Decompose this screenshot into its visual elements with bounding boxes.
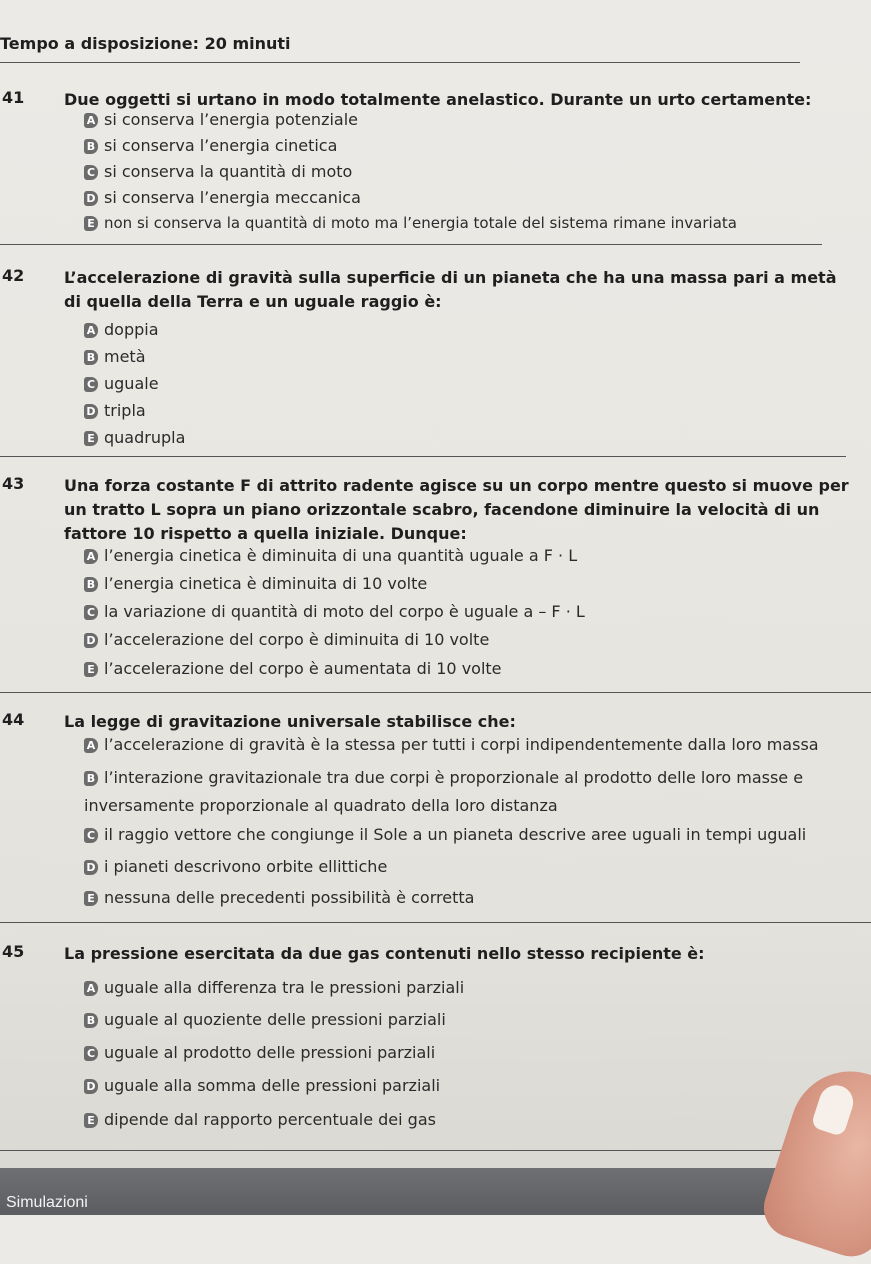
- option-letter-badge: C: [84, 1046, 98, 1061]
- option-letter-badge: A: [84, 738, 98, 753]
- option-letter-badge: E: [84, 1113, 98, 1128]
- option-45-d[interactable]: [84, 1076, 440, 1095]
- option-text: l’accelerazione di gravità è la stessa per tutti i corpi indipendentemente dalla loro massa: [104, 735, 819, 754]
- time-limit-header: Tempo a disposizione: 20 minuti: [0, 34, 291, 53]
- option-text: uguale: [104, 374, 159, 393]
- option-text: il raggio vettore che congiunge il Sole a un pianeta descrive aree uguali in tempi uguali: [104, 825, 807, 844]
- footer-label: Simulazioni: [6, 1194, 88, 1211]
- option-42-e[interactable]: [84, 428, 185, 447]
- option-letter-badge: B: [84, 1013, 98, 1028]
- option-text: doppia: [104, 320, 159, 339]
- footer-bar: [0, 1168, 871, 1215]
- option-45-e[interactable]: [84, 1110, 436, 1129]
- option-letter-badge: D: [84, 633, 98, 648]
- option-letter-badge: A: [84, 549, 98, 564]
- option-text: i pianeti descrivono orbite ellittiche: [104, 857, 388, 876]
- question-number: 44: [2, 710, 25, 729]
- option-43-a[interactable]: [84, 546, 577, 565]
- option-letter-badge: C: [84, 165, 98, 180]
- option-text: si conserva la quantità di moto: [104, 162, 353, 181]
- option-letter-badge: C: [84, 828, 98, 843]
- option-45-a[interactable]: [84, 978, 464, 997]
- option-45-c[interactable]: [84, 1043, 435, 1062]
- option-letter-badge: B: [84, 350, 98, 365]
- option-text: si conserva l’energia potenziale: [104, 110, 358, 129]
- option-text: quadrupla: [104, 428, 186, 447]
- option-text: l’accelerazione del corpo è diminuita di 10 volte: [104, 630, 490, 649]
- option-letter-badge: E: [84, 216, 98, 231]
- question-text: Una forza costante F di attrito radente agisce su un corpo mentre questo si muove per un tratto L sopra un piano orizzontale scabro, facendone diminuire la velocità di un fattore 10 rispetto a quella iniziale. Dunque:: [64, 476, 849, 543]
- option-letter-badge: A: [84, 323, 98, 338]
- option-42-c[interactable]: [84, 374, 159, 393]
- option-letter-badge: C: [84, 377, 98, 392]
- option-41-a[interactable]: [84, 110, 358, 129]
- option-letter-badge: A: [84, 981, 98, 996]
- option-letter-badge: B: [84, 771, 98, 786]
- option-letter-badge: C: [84, 605, 98, 620]
- option-letter-badge: D: [84, 191, 98, 206]
- option-41-c[interactable]: [84, 162, 352, 181]
- option-text: metà: [104, 347, 146, 366]
- option-45-b[interactable]: [84, 1010, 446, 1029]
- option-letter-badge: E: [84, 431, 98, 446]
- option-text: l’energia cinetica è diminuita di una quantità uguale a F · L: [104, 546, 578, 565]
- option-text: l’interazione gravitazionale tra due corpi è proporzionale al prodotto delle loro masse e inversamente proporzionale al quadrato della loro distanza: [84, 768, 804, 815]
- divider: [0, 1150, 800, 1151]
- option-44-a[interactable]: [84, 735, 819, 754]
- option-letter-badge: E: [84, 662, 98, 677]
- question-number: 43: [2, 474, 25, 493]
- question-number: 42: [2, 266, 25, 285]
- option-text: l’energia cinetica è diminuita di 10 volte: [104, 574, 428, 593]
- finger-photo-artifact: [756, 1056, 871, 1264]
- option-text: uguale alla differenza tra le pressioni parziali: [104, 978, 465, 997]
- divider: [0, 244, 822, 245]
- option-text: uguale al quoziente delle pressioni parziali: [104, 1010, 446, 1029]
- option-42-a[interactable]: [84, 320, 159, 339]
- option-44-e[interactable]: [84, 888, 474, 907]
- option-43-c[interactable]: [84, 602, 585, 621]
- option-44-c[interactable]: [84, 825, 806, 844]
- option-41-e[interactable]: [84, 214, 737, 232]
- question-text: La legge di gravitazione universale stabilisce che:: [64, 712, 516, 731]
- option-text: si conserva l’energia meccanica: [104, 188, 361, 207]
- option-letter-badge: E: [84, 891, 98, 906]
- option-42-d[interactable]: [84, 401, 146, 420]
- option-text: nessuna delle precedenti possibilità è corretta: [104, 888, 475, 907]
- option-letter-badge: D: [84, 404, 98, 419]
- option-43-e[interactable]: [84, 659, 502, 678]
- option-letter-badge: D: [84, 1079, 98, 1094]
- option-text: si conserva l’energia cinetica: [104, 136, 338, 155]
- divider: [0, 62, 800, 63]
- question-number: 41: [2, 88, 25, 107]
- option-41-b[interactable]: [84, 136, 337, 155]
- option-text: dipende dal rapporto percentuale dei gas: [104, 1110, 436, 1129]
- question-text: L’accelerazione di gravità sulla superficie di un pianeta che ha una massa pari a metà di quella della Terra e un uguale raggio è:: [64, 268, 837, 311]
- question-text: Due oggetti si urtano in modo totalmente anelastico. Durante un urto certamente:: [64, 90, 812, 109]
- question-text: La pressione esercitata da due gas contenuti nello stesso recipiente è:: [64, 944, 705, 963]
- option-44-d[interactable]: [84, 857, 387, 876]
- divider: [0, 692, 871, 693]
- option-43-b[interactable]: [84, 574, 427, 593]
- option-42-b[interactable]: [84, 347, 146, 366]
- option-text: l’accelerazione del corpo è aumentata di 10 volte: [104, 659, 502, 678]
- option-letter-badge: B: [84, 139, 98, 154]
- option-text: uguale alla somma delle pressioni parziali: [104, 1076, 441, 1095]
- option-text: non si conserva la quantità di moto ma l’energia totale del sistema rimane invariata: [104, 214, 737, 232]
- option-letter-badge: B: [84, 577, 98, 592]
- option-text: tripla: [104, 401, 146, 420]
- question-number: 45: [2, 942, 25, 961]
- option-41-d[interactable]: [84, 188, 361, 207]
- divider: [0, 456, 846, 457]
- option-letter-badge: D: [84, 860, 98, 875]
- option-letter-badge: A: [84, 113, 98, 128]
- option-text: uguale al prodotto delle pressioni parziali: [104, 1043, 436, 1062]
- option-text: la variazione di quantità di moto del corpo è uguale a – F · L: [104, 602, 585, 621]
- divider: [0, 922, 871, 923]
- option-43-d[interactable]: [84, 630, 489, 649]
- option-44-b[interactable]: [84, 764, 846, 820]
